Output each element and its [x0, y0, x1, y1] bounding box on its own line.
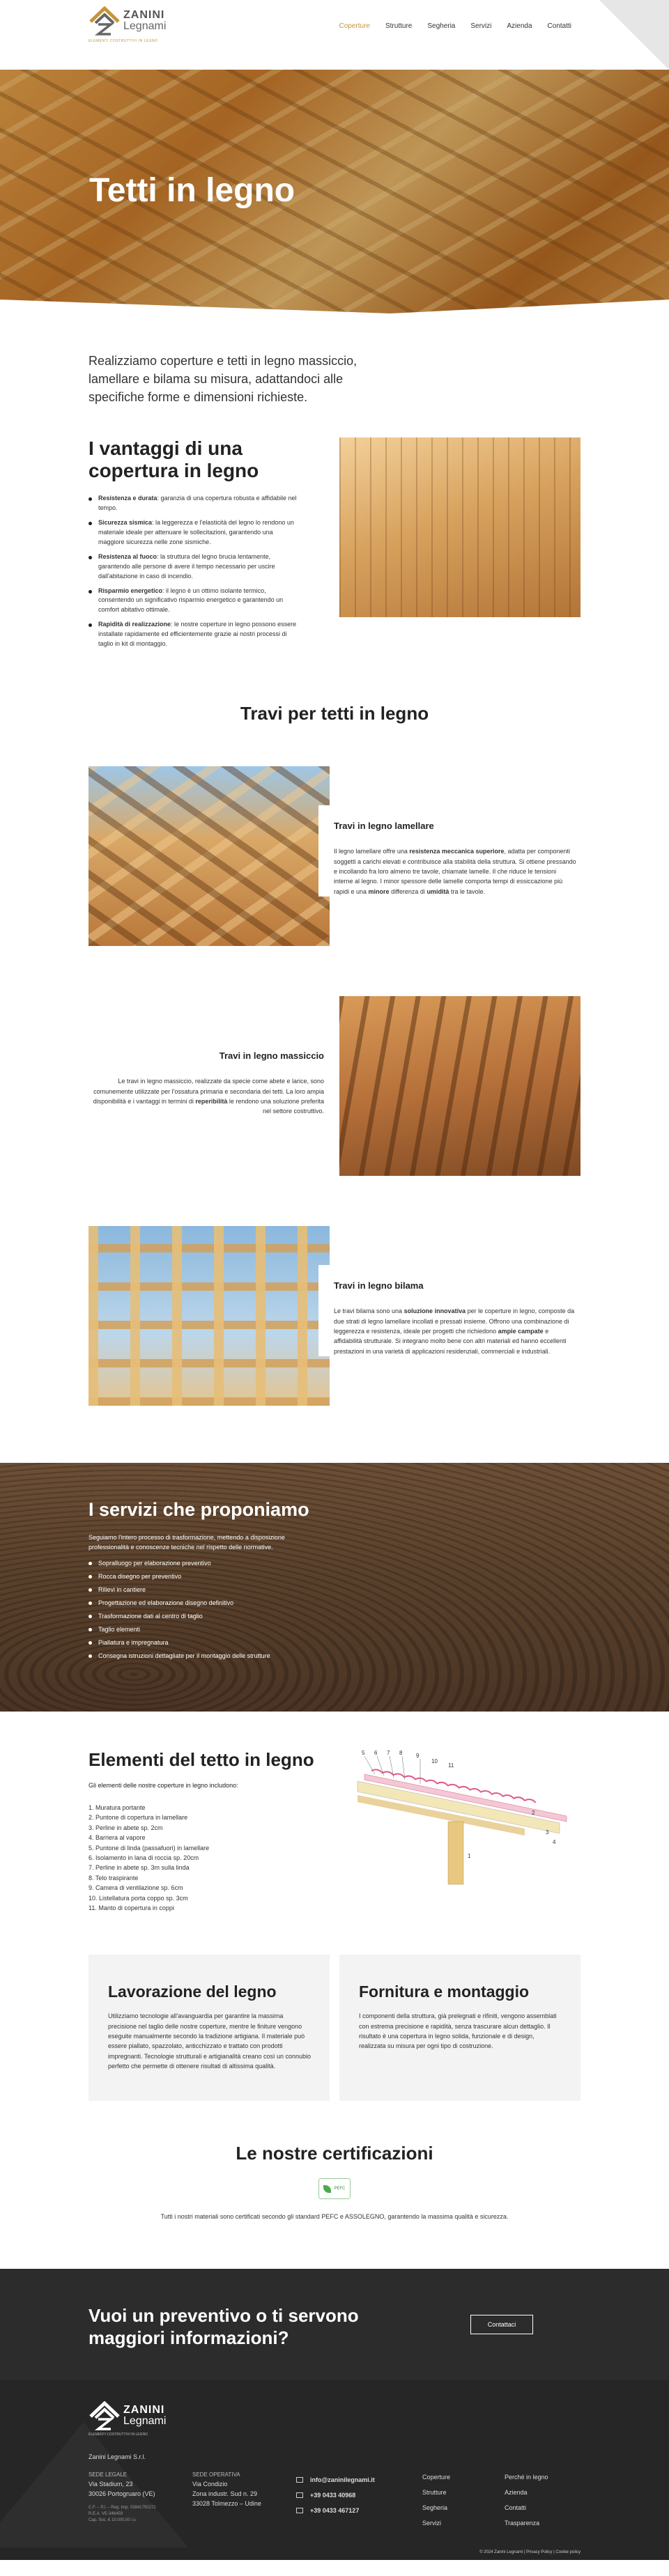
list-item: 5. Puntone di linda (passafuori) in lamellare	[89, 1844, 210, 1852]
roof-section-diagram	[344, 1746, 580, 1886]
assembly-text: I componenti della struttura, già prelegnati e rifiniti, vengono assemblati con estrema precisione e rapidità, senza trascurare alcun dettaglio. Il risultato è una copertura in legno solida, funzionale e di design, realizzata su misura per ogni tipo di costruzione.	[359, 2012, 557, 2050]
list-item: Sopralluogo per elaborazione preventivo	[89, 1560, 580, 1567]
brand-name: ZANINI	[123, 2404, 165, 2416]
cta-title: Vuoi un preventivo o ti servono maggiori informazioni?	[89, 2305, 359, 2348]
header-decoration	[599, 0, 669, 70]
list-item: Resistenza e durata: garanzia di una copertura robusta e affidabile nel tempo.	[89, 494, 298, 513]
list-item: Risparmio energetico: il legno è un ottimo isolante termico, consentendo un significativo risparmio energetico e garantendo un comfort abitativo ottimale.	[89, 587, 298, 616]
phone-link[interactable]: +39 0433 40968	[310, 2491, 356, 2499]
beam-title: Travi in legno lamellare	[334, 821, 434, 832]
list-item: Resistenza al fuoco: la struttura del legno brucia lentamente, garantendo alle persone di avere il tempo necessario per uscire dall'abitazione in caso di incendio.	[89, 552, 298, 582]
beam-text: Le travi in legno massiccio, realizzate da specie come abete e larice, sono comunemente utilizzate per l'ossatura primaria e secondaria dei tetti. La loro ampia disponibilità e i vantaggi in termini di reperibilità le rendono una soluzione preferita nel settore costruttivo.	[93, 1078, 324, 1115]
site-footer	[0, 2380, 669, 2560]
list-item: 1. Muratura portante	[89, 1804, 146, 1812]
diagram-label: 2	[532, 1810, 535, 1817]
massiccio-image	[339, 996, 580, 1176]
elements-lead: Gli elementi delle nostre coperture in legno includono:	[89, 1782, 238, 1790]
list-item: Progettazione ed elaborazione disegno definitivo	[89, 1599, 580, 1606]
brand-name-sub: Legnami	[123, 2415, 167, 2428]
nav-azienda[interactable]: Azienda	[507, 22, 532, 30]
list-item: 6. Isolamento in lana di roccia sp. 20cm	[89, 1854, 199, 1861]
nav-segheria[interactable]: Segheria	[427, 22, 456, 30]
footer-link[interactable]: Trasparenza	[505, 2520, 540, 2527]
nav-strutture[interactable]: Strutture	[385, 22, 413, 30]
leaf-icon	[323, 2185, 331, 2193]
certifications-title: Le nostre certificazioni	[236, 2143, 433, 2164]
services-lead: Seguiamo l'intero processo di trasformazione, mettendo a disposizione professionalità e conoscenze tecniche nel rispetto delle normative.	[89, 1534, 285, 1551]
advantages-title: I vantaggi di una copertura in legno	[89, 437, 259, 481]
footer-links-2	[505, 2469, 548, 2531]
hero-decoration-left	[0, 300, 390, 313]
footer-logo[interactable]	[89, 2401, 166, 2430]
assembly-title: Fornitura e montaggio	[359, 1983, 530, 2001]
email-link[interactable]: info@zaninilegnami.it	[310, 2476, 375, 2483]
list-item: Rapidità di realizzazione: le nostre coperture in legno possono essere installate rapidamente ed efficientemente grazie ai nostri processi di taglio in kit di montaggio.	[89, 620, 298, 649]
nav-coperture[interactable]: Coperture	[339, 22, 370, 30]
attic-roof-image	[339, 437, 580, 617]
site-header	[0, 0, 669, 70]
footer-link[interactable]: Azienda	[505, 2489, 528, 2497]
diagram-label: 5	[362, 1750, 365, 1757]
services-title: I servizi che proponiamo	[89, 1499, 309, 1521]
beams-title: Travi per tetti in legno	[240, 703, 429, 724]
list-item: Trasformazione dati al centro di taglio	[89, 1613, 580, 1620]
list-item: Rocca disegno per preventivo	[89, 1573, 580, 1580]
list-item: 3. Perline in abete sp. 2cm	[89, 1824, 163, 1831]
footer-link[interactable]: Strutture	[422, 2489, 447, 2497]
list-item: Consegna istruzioni dettagliate per il montaggio delle strutture	[89, 1652, 580, 1659]
beam-title: Travi in legno massiccio	[219, 1050, 324, 1062]
logo-text	[123, 10, 166, 32]
footer-links-1	[422, 2469, 450, 2531]
beam-card	[318, 1265, 576, 1356]
list-item: Rilievi in cantiere	[89, 1586, 580, 1593]
cta-section	[0, 2269, 669, 2380]
elements-list	[89, 1803, 318, 1913]
beam-text: Il legno lamellare offre una resistenza meccanica superiore, adatta per componenti soggetti a carichi elevati e contribuisce alla stabilità della struttura. Si ottiene pressando e incollando fra loro almeno tre tavole, chiamate lamelle. Il che riduce le tensioni interne al legno. I minor spessore delle lamelle comporta tempi di essiccazione più rapidi e una minore differenza di umidità tra le tavole.	[334, 848, 576, 895]
services-list	[89, 1560, 580, 1659]
diagram-label: 7	[387, 1750, 390, 1757]
list-item: 10. Listellatura porta coppo sp. 3cm	[89, 1894, 188, 1902]
copyright: © 2024 Zanini Legnami | Privacy Policy | Cookie policy	[479, 2550, 580, 2555]
work-box	[89, 1955, 330, 2101]
list-item: 7. Perline in abete sp. 3m sulla linda	[89, 1864, 190, 1872]
brand-tagline: ELEMENTI COSTRUTTIVI IN LEGNO	[89, 39, 158, 43]
brand-name: ZANINI	[123, 9, 165, 21]
logo[interactable]	[89, 6, 166, 36]
operational-address: SEDE OPERATIVA Via Condizio Zona industr. Sud n. 29 33028 Tolmezzo – Udine	[192, 2472, 261, 2507]
diagram-label: 11	[448, 1762, 454, 1769]
company-name: Zanini Legnami S.r.l.	[89, 2453, 146, 2461]
diagram-label: 6	[374, 1750, 378, 1757]
bilama-image	[89, 1226, 330, 1406]
certifications-text: Tutti i nostri materiali sono certificati secondo gli standard PEFC e ASSOLEGNO, garantendo la massima qualità e sicurezza.	[160, 2213, 509, 2221]
beam-card	[318, 805, 576, 897]
list-item: 9. Camera di ventilazione sp. 6cm	[89, 1884, 183, 1892]
beam-massiccio	[89, 996, 580, 1184]
hero	[0, 70, 669, 313]
footer-link[interactable]: Segheria	[422, 2504, 448, 2512]
diagram-label: 9	[416, 1753, 420, 1760]
footer-link[interactable]: Perché in legno	[505, 2474, 548, 2481]
nav-servizi[interactable]: Servizi	[470, 22, 492, 30]
list-item: Piallatura e impregnatura	[89, 1639, 580, 1646]
beam-lamellare	[89, 766, 580, 954]
footer-tagline: ELEMENTI COSTRUTTIVI IN LEGNO	[89, 2433, 148, 2437]
logo-house-icon	[89, 6, 121, 36]
diagram-label: 3	[546, 1829, 549, 1836]
badge-label: PEFC	[334, 2187, 346, 2191]
list-item: 8. Telo traspirante	[89, 1874, 139, 1881]
work-title: Lavorazione del legno	[108, 1983, 277, 2001]
intro	[89, 313, 580, 406]
legal-address: SEDE LEGALE Via Stadium, 23 30026 Portogruaro (VE) C.F. – P.I. – Reg. Imp. 03841750272 R.E.A. VE-346459 Cap. Soc. € 10.000,00 i.v.	[89, 2472, 156, 2522]
assembly-box	[339, 1955, 580, 2101]
hero-decoration-right	[390, 300, 669, 313]
phone-icon	[296, 2508, 303, 2513]
list-item: 11. Manto di copertura in coppi	[89, 1904, 174, 1911]
list-item: Taglio elementi	[89, 1626, 580, 1633]
footer-contacts	[296, 2472, 375, 2518]
diagram-label: 10	[431, 1758, 438, 1765]
beam-text: Le travi bilama sono una soluzione innovativa per le coperture in legno, composte da due strati di legno lamellare incollati e pressati insieme. Offrono una combinazione di leggerezza e resistenza, ideale per progetti che richiedono ampie campate e affidabilità strutturale. Si integrano molto bene con altri materiali ed hanno eccellenti prestazioni in una varietà di applicazioni residenziali, commerciali e industriali.	[334, 1308, 575, 1355]
elements-section	[89, 1750, 580, 1913]
diagram-label: 4	[553, 1839, 556, 1846]
advantages-section	[89, 437, 580, 654]
hero-title: Tetti in legno	[89, 172, 295, 209]
work-text: Utilizziamo tecnologie all'avanguardia per garantire la massima precisione nel taglio delle nostre coperture, mentre le finiture vengono eseguite manualmente secondo la tradizione artigiana. Il materiale può essere piallato, spazzolato, anticchizzato e trattato con prodotti impregnanti. Tecnologie strutturali e artigianalità creano così un connubio perfetto che permette di ottenere risultati di altissima qualità.	[108, 2012, 312, 2070]
beam-bilama	[89, 1226, 580, 1414]
list-item: 2. Puntone di copertura in lamellare	[89, 1814, 188, 1822]
contact-button[interactable]: Contattaci	[470, 2315, 533, 2334]
intro-text: Realizziamo coperture e tetti in legno massiccio, lamellare e bilama su misura, adattandoci alle specifiche forme e dimensioni richieste.	[89, 354, 357, 405]
elements-title: Elementi del tetto in legno	[89, 1749, 314, 1771]
footer-link[interactable]: Coperture	[422, 2474, 451, 2481]
main-nav	[339, 22, 571, 30]
list-item: 4. Barriera al vapore	[89, 1834, 146, 1842]
diagram-label: 8	[399, 1750, 403, 1757]
phone-icon	[296, 2492, 303, 2498]
beam-card	[89, 1035, 339, 1117]
phone-link[interactable]: +39 0433 467127	[310, 2506, 360, 2514]
nav-contatti[interactable]: Contatti	[547, 22, 571, 30]
logo-house-icon	[89, 2401, 121, 2430]
diagram-label: 1	[468, 1853, 471, 1860]
list-item: Sicurezza sismica: la leggerezza e l'elasticità del legno lo rendono un materiale ideale per attenuare le sollecitazioni, garantendo una maggiore sicurezza nelle zone sismiche.	[89, 518, 298, 548]
advantages-list	[89, 494, 298, 649]
lamellare-image	[89, 766, 330, 946]
work-assembly-section	[89, 1955, 580, 2101]
mail-icon	[296, 2477, 303, 2483]
services-section	[0, 1463, 669, 1712]
footer-link[interactable]: Contatti	[505, 2504, 527, 2512]
footer-link[interactable]: Servizi	[422, 2520, 442, 2527]
pefc-badge	[318, 2178, 351, 2199]
beam-title: Travi in legno bilama	[334, 1280, 424, 1291]
brand-name-sub: Legnami	[123, 20, 167, 32]
